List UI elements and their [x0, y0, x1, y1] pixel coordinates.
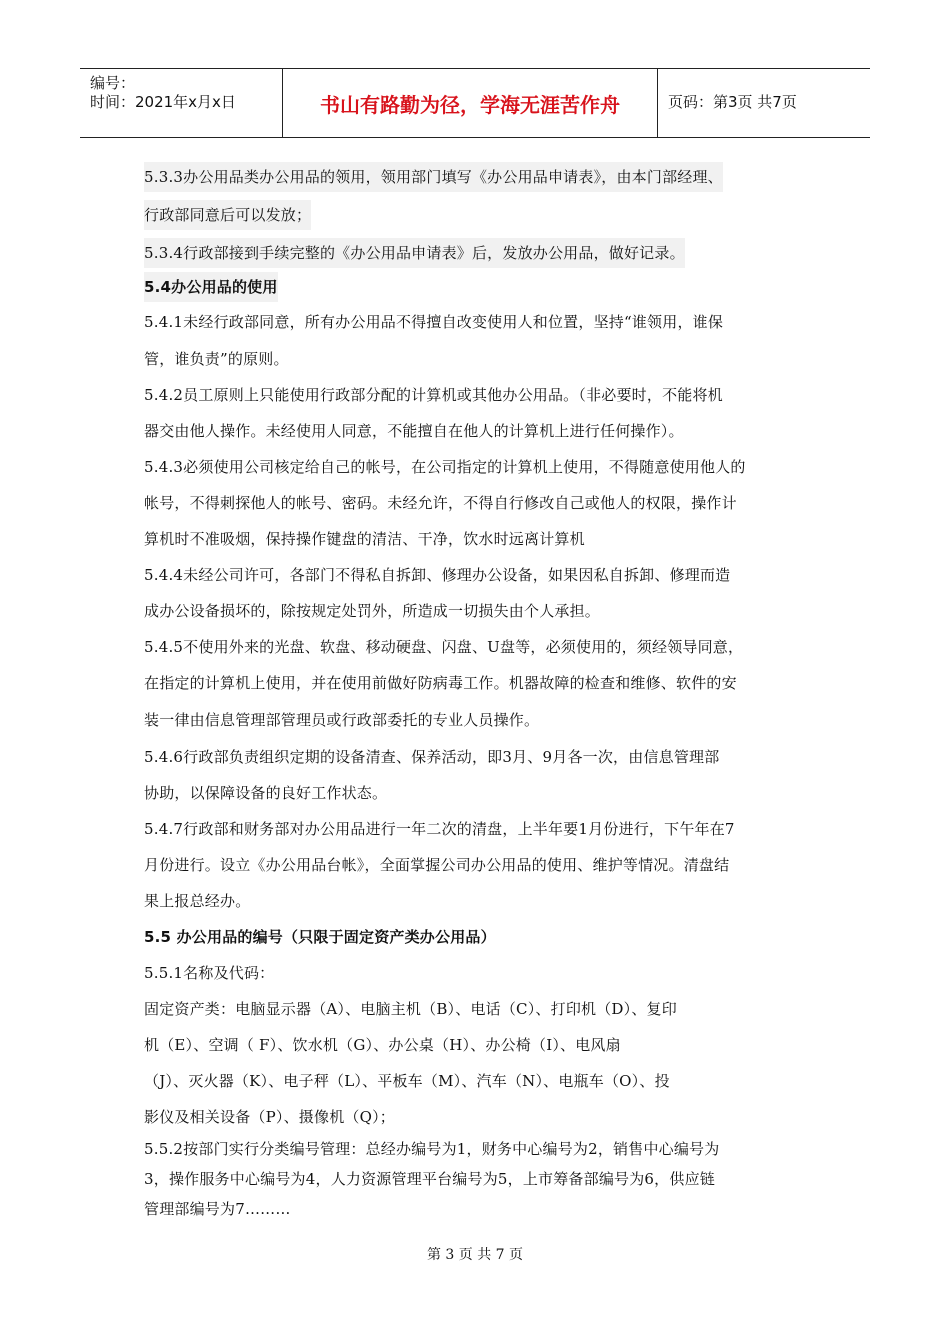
text-line: 帐号，不得刺探他人的帐号、密码。未经允许，不得自行修改自己或他人的权限，操作计 — [144, 494, 737, 512]
text-line: 机（E）、空调（ F）、饮水机（G）、办公桌（H）、办公椅（I）、电风扇 — [144, 1036, 621, 1054]
number-label: 编号： — [90, 74, 136, 92]
time-label: 时间：2021年x月x日 — [90, 93, 236, 111]
text-line: 5.4.1未经行政部同意，所有办公用品不得擅自改变使用人和位置，坚持“谁领用，谁保 — [144, 313, 724, 331]
header-meta-cell — [80, 69, 283, 137]
text-line: 算机时不准吸烟，保持操作键盘的清洁、干净，饮水时远离计算机 — [144, 530, 585, 548]
text-line: 5.4.3必须使用公司核定给自己的帐号，在公司指定的计算机上使用，不得随意使用他人的 — [144, 458, 746, 476]
header-motto: 书山有路勤为径，学海无涯苦作舟 — [283, 69, 658, 137]
text-line: 行政部同意后可以发放； — [144, 200, 311, 230]
text-line: 成办公设备损坏的，除按规定处罚外，所造成一切损失由个人承担。 — [144, 602, 601, 620]
section-heading: 5.5 办公用品的编号（只限于固定资产类办公用品） — [144, 928, 496, 946]
text-line: 固定资产类：电脑显示器（A）、电脑主机（B）、电话（C）、打印机（D）、复印 — [144, 1000, 677, 1018]
text-line: 3，操作服务中心编号为4，人力资源管理平台编号为5，上市筹备部编号为6，供应链 — [144, 1170, 715, 1188]
text-line: 5.3.4行政部接到手续完整的《办公用品申请表》后，发放办公用品，做好记录。 — [144, 238, 685, 268]
page-header — [80, 68, 870, 138]
text-line: 5.4.5不使用外来的光盘、软盘、移动硬盘、闪盘、U盘等，必须使用的，须经领导同意， — [144, 638, 744, 656]
header-page-info: 页码：第3页 共7页 — [668, 93, 797, 111]
text-line: 影仪及相关设备（P）、摄像机（Q）； — [144, 1108, 395, 1126]
section-heading: 5.4办公用品的使用 — [144, 272, 278, 302]
text-line: 管，谁负责”的原则。 — [144, 350, 289, 368]
text-line: 器交由他人操作。未经使用人同意，不能擅自在他人的计算机上进行任何操作）。 — [144, 422, 684, 440]
text-line: 5.3.3办公用品类办公用品的领用，领用部门填写《办公用品申请表》，由本门部经理、 — [144, 162, 723, 192]
text-line: 在指定的计算机上使用，并在使用前做好防病毒工作。机器故障的检查和维修、软件的安 — [144, 674, 737, 692]
text-line: 5.4.4未经公司许可，各部门不得私自拆卸、修理办公设备，如果因私自拆卸、修理而造 — [144, 566, 731, 584]
text-line: （J）、灭火器（K）、电子秤（L）、平板车（M）、汽车（N）、电瓶车（O）、投 — [144, 1072, 670, 1090]
text-line: 5.5.2按部门实行分类编号管理：总经办编号为1，财务中心编号为2，销售中心编号为 — [144, 1140, 720, 1158]
text-line: 装一律由信息管理部管理员或行政部委托的专业人员操作。 — [144, 711, 540, 729]
text-line: 果上报总经办。 — [144, 892, 251, 910]
text-line: 5.4.6行政部负责组织定期的设备清查、保养活动，即3月、9月各一次，由信息管理部 — [144, 748, 720, 766]
text-line: 协助，以保障设备的良好工作状态。 — [144, 784, 388, 802]
text-line: 5.5.1名称及代码： — [144, 964, 275, 982]
text-line: 月份进行。设立《办公用品台帐》，全面掌握公司办公用品的使用、维护等情况。清盘结 — [144, 856, 730, 874]
text-line: 5.4.7行政部和财务部对办公用品进行一年二次的清盘，上半年要1月份进行，下午年在7 — [144, 820, 735, 838]
text-line: 管理部编号为7……… — [144, 1200, 291, 1218]
text-line: 5.4.2员工原则上只能使用行政部分配的计算机或其他办公用品。（非必要时，不能将机 — [144, 386, 723, 404]
page-footer: 第 3 页 共 7 页 — [426, 1247, 524, 1263]
